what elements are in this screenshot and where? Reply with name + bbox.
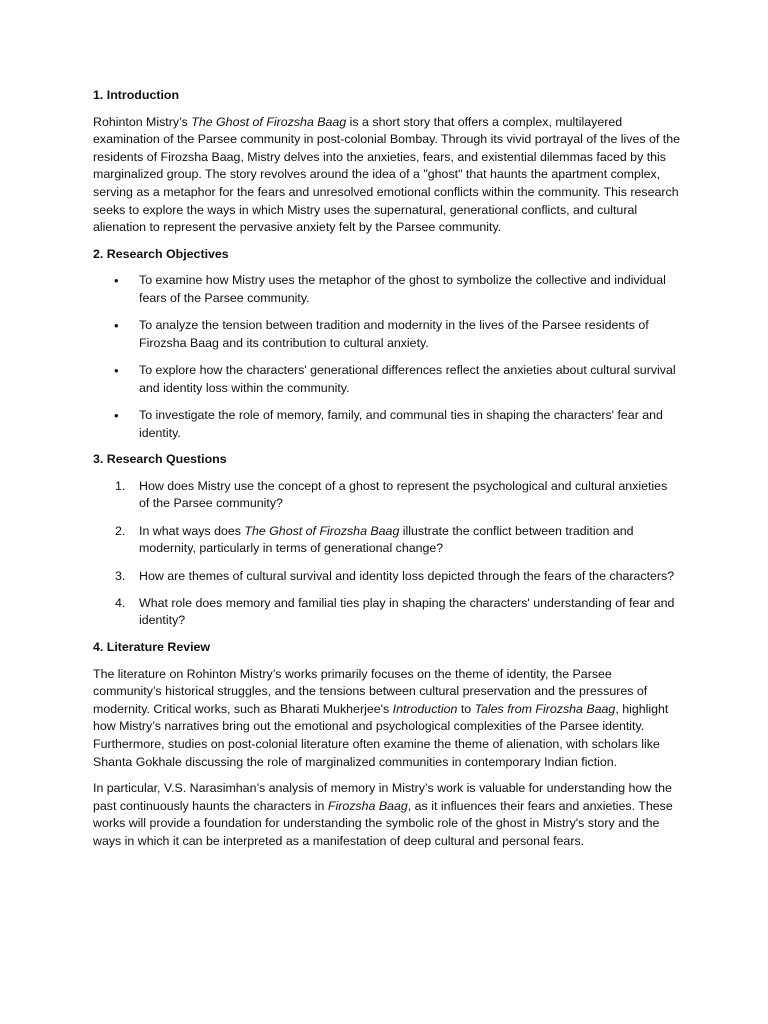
paragraph (93, 114, 680, 237)
section-objectives (93, 246, 680, 442)
list-item: • To examine how Mistry uses the metaphor of the ghost to symbolize the collective and individual fears of the Parsee community. (93, 272, 680, 307)
list-number: 4. (115, 595, 126, 610)
text-run: , highlight how Mistry’s narratives bring out the emotional and psychological complexities of the Parsee identity. Furthermore, studies on post-colonial literature often examine the theme of alienation, with scholars like Shanta Gokhale discussing the role of marginalized communities in contemporary Indian fiction. (93, 701, 669, 769)
text-run: In particular, V.S. Narasimhan’s analysis of memory in Mistry’s work is valuable for understanding how the past continuously haunts the characters in (93, 781, 672, 813)
text-run: How are themes of cultural survival and identity loss depicted through the fears of the characters? (139, 568, 675, 583)
section-questions (93, 451, 680, 630)
list-number: 1. (115, 478, 126, 493)
book-title: The Ghost of Firozsha Baag (244, 523, 400, 538)
book-title: The Ghost of Firozsha Baag (191, 114, 347, 129)
bullet-list (93, 272, 680, 442)
list-item (93, 478, 680, 513)
section-heading: 3. Research Questions (93, 452, 227, 467)
list-item: • To investigate the role of memory, family, and communal ties in shaping the characters' fear and identity. (93, 407, 680, 442)
text-run: In what ways does (139, 523, 245, 538)
text-run: to (457, 701, 475, 716)
section-literature-review (93, 639, 680, 851)
section-heading: 4. Literature Review (93, 639, 211, 654)
list-item: • To analyze the tension between tradition and modernity in the lives of the Parsee residents of Firozsha Baag and its contribution to cultural anxiety. (93, 317, 680, 352)
list-item (93, 568, 680, 586)
paragraph (93, 666, 680, 772)
section-introduction (93, 87, 680, 237)
text-run: is a short story that offers a complex, multilayered examination of the Parsee community in post-colonial Bombay. Through its vivid portrayal of the lives of the residents of Firozsha Baag, Mistry delves into the anxieties, fears, and existential dilemmas faced by this marginalized group. The story revolves around the idea of a "ghost" that haunts the apartment complex, serving as a metaphor for the fears and unresolved emotional conflicts within the community. This research seeks to explore the ways in which Mistry uses the supernatural, generational conflicts, and cultural alienation to represent the pervasive anxiety felt by the Parsee community. (93, 114, 681, 235)
text-run: How does Mistry use the concept of a ghost to represent the psychological and cultural anxieties of the Parsee community? (139, 478, 668, 511)
numbered-list (93, 478, 680, 630)
list-number: 2. (115, 523, 126, 538)
section-heading: 2. Research Objectives (93, 246, 229, 261)
text-run: The literature on Rohinton Mistry’s works primarily focuses on the theme of identity, the Parsee community’s historical struggles, and the tensions between cultural preservation and the pressures of modernity. Critical works, such as Bharati Mukherjee's (93, 666, 648, 716)
section-heading: 1. Introduction (93, 88, 180, 102)
list-item: • To explore how the characters' generational differences reflect the anxieties about cultural survival and identity loss within the community. (93, 362, 680, 397)
text-run: What role does memory and familial ties play in shaping the characters' understanding of fear and identity? (139, 595, 675, 628)
text-run: illustrate the conflict between tradition and modernity, particularly in terms of generational change? (139, 523, 634, 556)
book-title: Introduction (392, 701, 458, 716)
book-title: Tales from Firozsha Baag (474, 701, 616, 716)
list-number: 3. (115, 568, 126, 583)
book-title: Firozsha Baag (327, 798, 408, 813)
paragraph (93, 780, 680, 850)
list-item (93, 595, 680, 630)
text-run: Rohinton Mistry’s (93, 114, 192, 129)
list-item (93, 523, 680, 558)
text-run: , as it influences their fears and anxieties. These works will provide a foundation for understanding the symbolic role of the ghost in Mistry's story and the ways in which it can be interpreted as a manifestation of deep cultural and personal fears. (93, 798, 673, 848)
